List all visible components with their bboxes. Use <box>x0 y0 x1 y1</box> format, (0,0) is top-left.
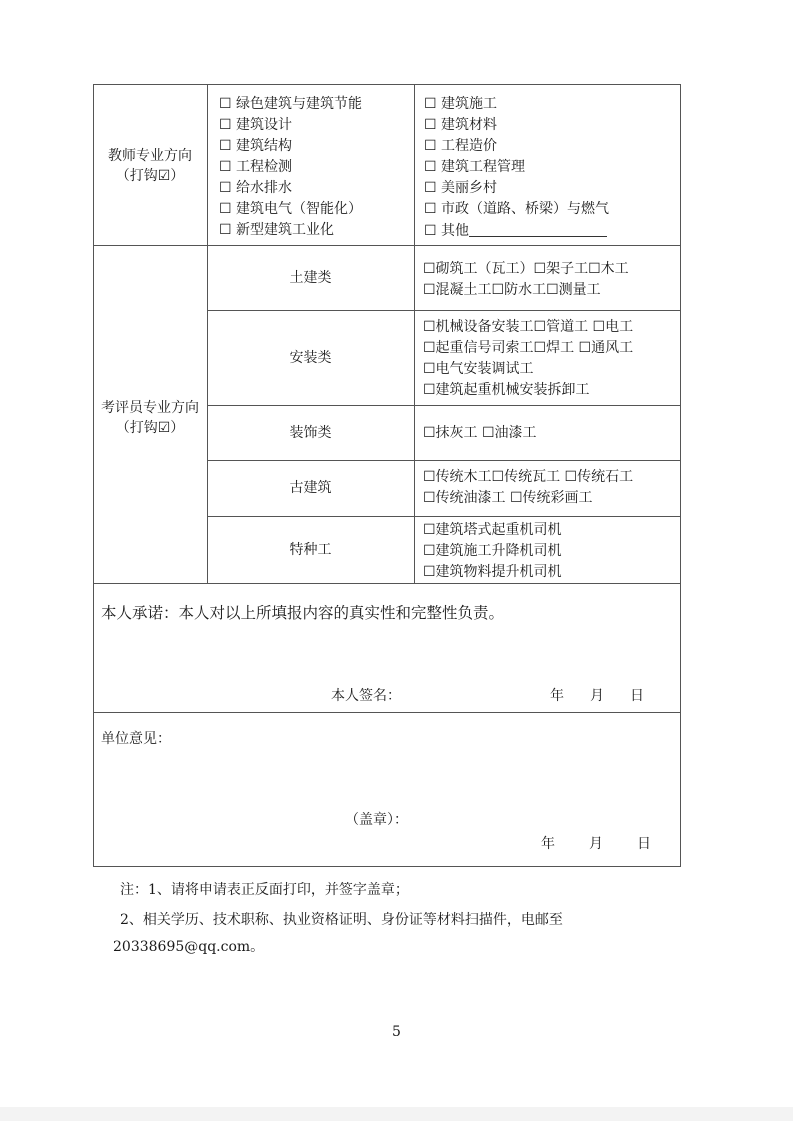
divider-row-anzhuang <box>207 310 681 311</box>
teacher-option-left[interactable]: ☐ 建筑结构 <box>219 138 293 154</box>
note-email: 20338695@qq.com。 <box>113 939 265 955</box>
teacher-option-left[interactable]: ☐ 绿色建筑与建筑节能 <box>219 96 363 112</box>
teacher-option-right[interactable]: ☐ 市政（道路、桥梁）与燃气 <box>424 201 610 217</box>
divider-teacher-examiner <box>93 245 681 246</box>
divider-teacher-columns <box>414 84 415 583</box>
pledge-text: 本人承诺：本人对以上所填报内容的真实性和完整性负责。 <box>101 604 505 622</box>
teacher-option-other[interactable] <box>424 220 607 241</box>
seal-label: （盖章）： <box>345 812 408 828</box>
category-name: 安装类 <box>289 350 332 366</box>
examiner-label-line1: 考评员专业方向 <box>101 400 199 416</box>
table-border-bottom <box>93 866 681 867</box>
note-line-1: 注：1、请将申请表正反面打印，并签字盖章； <box>120 882 409 898</box>
category-name: 特种工 <box>289 542 332 558</box>
teacher-option-left[interactable]: ☐ 工程检测 <box>219 159 293 175</box>
scan-edge <box>0 1107 793 1121</box>
category-option-line[interactable]: ☐混凝土工☐防水工☐测量工 <box>423 282 601 298</box>
divider-unit-top <box>93 712 681 713</box>
divider-teacher-label <box>207 84 208 583</box>
signature-label: 本人签名： <box>331 688 401 704</box>
category-option-line[interactable]: ☐建筑塔式起重机司机 <box>423 522 562 538</box>
unit-year-label: 年 <box>541 836 555 852</box>
unit-opinion-label: 单位意见： <box>101 731 171 747</box>
category-option-line[interactable]: ☐砌筑工（瓦工）☐架子工☐木工 <box>423 261 629 277</box>
divider-pledge-top <box>93 583 681 584</box>
category-option-line[interactable]: ☐抹灰工 ☐油漆工 <box>423 425 537 441</box>
pledge-month-label: 月 <box>590 688 604 704</box>
other-label: ☐ 其他 <box>424 223 470 239</box>
category-option-line[interactable]: ☐电气安装调试工 <box>423 361 534 377</box>
category-option-line[interactable]: ☐传统油漆工 ☐传统彩画工 <box>423 490 593 506</box>
category-option-line[interactable]: ☐传统木工☐传统瓦工 ☐传统石工 <box>423 469 634 485</box>
table-border-right <box>680 84 681 867</box>
teacher-label-line2: （打钩☑） <box>115 168 185 184</box>
teacher-option-left[interactable]: ☐ 新型建筑工业化 <box>219 222 335 238</box>
divider-row-tezhong <box>207 516 681 517</box>
pledge-year-label: 年 <box>550 688 564 704</box>
unit-day-label: 日 <box>637 836 651 852</box>
pledge-day-label: 日 <box>630 688 644 704</box>
teacher-option-left[interactable]: ☐ 建筑设计 <box>219 117 293 133</box>
unit-month-label: 月 <box>589 836 603 852</box>
divider-row-gujianzhu <box>207 460 681 461</box>
page-number: 5 <box>392 1024 401 1040</box>
teacher-option-right[interactable]: ☐ 建筑工程管理 <box>424 159 526 175</box>
teacher-option-left[interactable]: ☐ 给水排水 <box>219 180 293 196</box>
examiner-label-line2: （打钩☑） <box>115 420 185 436</box>
unit-opinion-field[interactable] <box>101 752 661 802</box>
category-option-line[interactable]: ☐建筑物料提升机司机 <box>423 564 562 580</box>
teacher-label-line1: 教师专业方向 <box>108 148 192 164</box>
category-name: 古建筑 <box>289 480 332 496</box>
other-blank-field[interactable] <box>469 220 607 237</box>
category-option-line[interactable]: ☐建筑施工升降机司机 <box>423 543 562 559</box>
category-name: 装饰类 <box>289 425 332 441</box>
divider-row-zhuangshi <box>207 405 681 406</box>
table-border-left <box>93 84 94 867</box>
teacher-option-right[interactable]: ☐ 美丽乡村 <box>424 180 498 196</box>
teacher-option-right[interactable]: ☐ 工程造价 <box>424 138 498 154</box>
signature-field[interactable] <box>405 686 535 706</box>
category-option-line[interactable]: ☐起重信号司索工☐焊工 ☐通风工 <box>423 340 634 356</box>
table-border-top <box>93 84 681 85</box>
teacher-option-right[interactable]: ☐ 建筑材料 <box>424 117 498 133</box>
teacher-option-right[interactable]: ☐ 建筑施工 <box>424 96 498 112</box>
teacher-option-left[interactable]: ☐ 建筑电气（智能化） <box>219 201 363 217</box>
note-line-2: 2、相关学历、技术职称、执业资格证明、身份证等材料扫描件，电邮至 <box>120 912 563 928</box>
category-name: 土建类 <box>289 270 332 286</box>
category-option-line[interactable]: ☐建筑起重机械安装拆卸工 <box>423 382 590 398</box>
category-option-line[interactable]: ☐机械设备安装工☐管道工 ☐电工 <box>423 319 634 335</box>
